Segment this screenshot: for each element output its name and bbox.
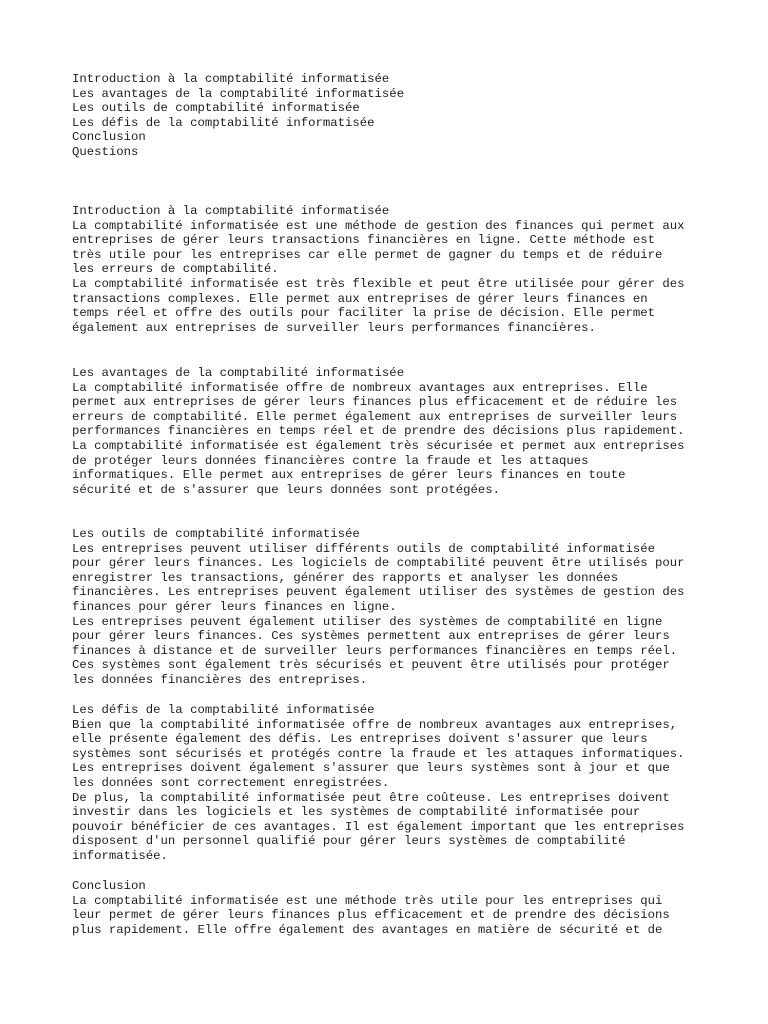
section-heading: Conclusion bbox=[72, 879, 146, 893]
paragraph-line: Les entreprises doivent également s'assurer que leurs systèmes sont à jour et que bbox=[72, 761, 670, 776]
paragraph-line: transactions complexes. Elle permet aux entreprises de gérer leurs finances en bbox=[72, 291, 648, 306]
paragraph-line: les erreurs de comptabilité. bbox=[72, 262, 279, 277]
table-of-contents bbox=[72, 72, 404, 160]
paragraph-line: Ces systèmes sont également très sécurisés et peuvent être utilisés pour protéger bbox=[72, 658, 670, 673]
paragraph-line: La comptabilité informatisée est une méthode très utile pour les entreprises qui bbox=[72, 893, 663, 908]
paragraph-line: de protéger leurs données financières contre la fraude et les attaques bbox=[72, 453, 589, 468]
section-heading: Les défis de la comptabilité informatisée bbox=[72, 703, 375, 717]
paragraph-line: pouvoir bénéficier de ces avantages. Il est également important que les entreprises bbox=[72, 819, 685, 834]
section-defis bbox=[72, 703, 685, 864]
paragraph-line: les données financières des entreprises. bbox=[72, 672, 368, 687]
paragraph-line: enregistrer les transactions, générer des rapports et analyser les données bbox=[72, 570, 619, 585]
section-conclusion bbox=[72, 879, 670, 937]
paragraph-line: permet aux entreprises de gérer leurs finances plus efficacement et de réduire les bbox=[72, 395, 678, 410]
paragraph-line: erreurs de comptabilité. Elle permet également aux entreprises de surveiller leurs bbox=[72, 409, 678, 424]
toc-item: Conclusion bbox=[72, 130, 146, 145]
paragraph-line: La comptabilité informatisée offre de nombreux avantages aux entreprises. Elle bbox=[72, 380, 648, 395]
paragraph-line: entreprises de gérer leurs transactions financières en ligne. Cette méthode est bbox=[72, 233, 655, 248]
section-introduction bbox=[72, 204, 685, 335]
paragraph-line: Bien que la comptabilité informatisée offre de nombreux avantages aux entreprises, bbox=[72, 717, 678, 732]
paragraph-line: informatiques. Elle permet aux entreprises de gérer leurs finances en toute bbox=[72, 468, 626, 483]
paragraph-line: disposent d'un personnel qualifié pour gérer leurs systèmes de comptabilité bbox=[72, 834, 626, 849]
paragraph-line: La comptabilité informatisée est également très sécurisée et permet aux entreprises bbox=[72, 438, 685, 453]
paragraph-line: investir dans les logiciels et les systèmes de comptabilité informatisée pour bbox=[72, 805, 641, 820]
paragraph-line: très utile pour les entreprises car elle permet de gagner du temps et de réduire bbox=[72, 247, 663, 262]
section-heading: Les outils de comptabilité informatisée bbox=[72, 527, 360, 541]
paragraph-line: plus rapidement. Elle offre également des avantages en matière de sécurité et de bbox=[72, 922, 663, 937]
toc-item: Introduction à la comptabilité informatisée bbox=[72, 72, 390, 86]
section-heading: Les avantages de la comptabilité informatisée bbox=[72, 366, 405, 380]
toc-item: Les défis de la comptabilité informatisée bbox=[72, 115, 375, 130]
section-heading: Introduction à la comptabilité informatisée bbox=[72, 204, 390, 218]
paragraph-line: les données sont correctement enregistrées. bbox=[72, 775, 390, 790]
toc-item: Les avantages de la comptabilité informatisée bbox=[72, 86, 405, 101]
section-avantages bbox=[72, 366, 685, 497]
paragraph-line: temps réel et offre des outils pour faciliter la prise de décision. Elle permet bbox=[72, 306, 655, 321]
paragraph-line: La comptabilité informatisée est une méthode de gestion des finances qui permet aux bbox=[72, 218, 685, 233]
toc-item: Les outils de comptabilité informatisée bbox=[72, 101, 360, 116]
paragraph-line: pour gérer leurs finances. Ces systèmes permettent aux entreprises de gérer leurs bbox=[72, 629, 670, 644]
paragraph-line: pour gérer leurs finances. Les logiciels de comptabilité peuvent être utilisés pour bbox=[72, 556, 685, 571]
paragraph-line: informatisée. bbox=[72, 848, 168, 863]
paragraph-line: La comptabilité informatisée est très flexible et peut être utilisée pour gérer des bbox=[72, 276, 685, 291]
toc-item: Questions bbox=[72, 144, 139, 159]
paragraph-line: sécurité et de s'assurer que leurs données sont protégées. bbox=[72, 482, 501, 497]
paragraph-line: leur permet de gérer leurs finances plus efficacement et de prendre des décisions bbox=[72, 908, 670, 923]
paragraph-line: Les entreprises peuvent utiliser différents outils de comptabilité informatisée bbox=[72, 541, 655, 556]
paragraph-line: financières. Les entreprises peuvent également utiliser des systèmes de gestion des bbox=[72, 585, 685, 600]
paragraph-line: performances financières en temps réel et de prendre des décisions plus rapidement. bbox=[72, 424, 685, 439]
paragraph-line: finances pour gérer leurs finances en ligne. bbox=[72, 599, 397, 614]
paragraph-line: De plus, la comptabilité informatisée peut être coûteuse. Les entreprises doivent bbox=[72, 790, 670, 805]
paragraph-line: Les entreprises peuvent également utiliser des systèmes de comptabilité en ligne bbox=[72, 614, 663, 629]
paragraph-line: systèmes sont sécurisés et protégés contre la fraude et les attaques informatiques. bbox=[72, 746, 685, 761]
paragraph-line: elle présente également des défis. Les entreprises doivent s'assurer que leurs bbox=[72, 732, 648, 747]
paragraph-line: également aux entreprises de surveiller leurs performances financières. bbox=[72, 320, 596, 335]
section-outils bbox=[72, 527, 685, 688]
paragraph-line: finances à distance et de surveiller leurs performances financières en temps réel. bbox=[72, 643, 678, 658]
